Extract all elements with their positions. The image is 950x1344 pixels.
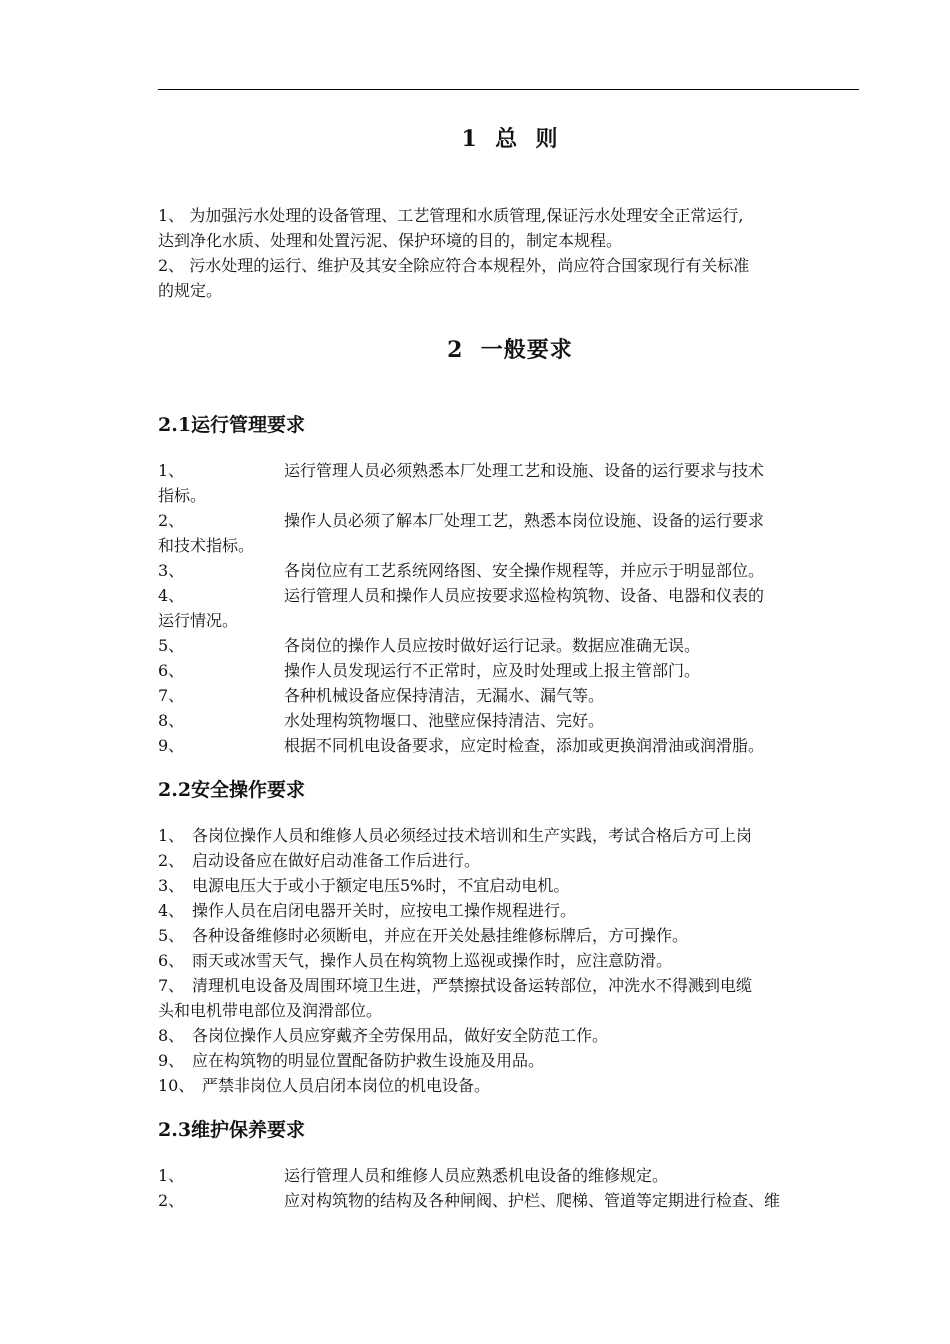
item-number: 10、 xyxy=(158,1076,195,1095)
s21-item-4 xyxy=(158,583,764,608)
s21-item-7 xyxy=(158,683,604,708)
s21-item-8 xyxy=(158,708,604,733)
s21-item-1 xyxy=(158,458,764,483)
item-text: 操作人员发现运行不正常时，应及时处理或上报主管部门。 xyxy=(284,661,701,680)
item-text: 应对构筑物的结构及各种闸阀、护栏、爬梯、管道等定期进行检查、维 xyxy=(284,1191,781,1210)
s22-item-8 xyxy=(158,1023,608,1048)
s22-item-4 xyxy=(158,898,576,923)
item-text: 各岗位的操作人员应按时做好运行记录。数据应准确无误。 xyxy=(284,636,701,655)
chapter-2-title: 2 一般要求 xyxy=(447,337,573,363)
item-text: 清理机电设备及周围环境卫生进，严禁擦拭设备运转部位，冲洗水不得溅到电缆 xyxy=(192,976,753,995)
item-text: 操作人员在启闭电器开关时，应按电工操作规程进行。 xyxy=(192,901,577,920)
s21-item-5 xyxy=(158,633,700,658)
s23-item-2 xyxy=(158,1188,780,1213)
s21-item-3 xyxy=(158,558,764,583)
s23-item-1 xyxy=(158,1163,668,1188)
ch1-item-2-line-1: 2、 污水处理的运行、维护及其安全除应符合本规程外，尚应符合国家现行有关标准 xyxy=(158,256,750,275)
item-text: 各岗位操作人员应穿戴齐全劳保用品，做好安全防范工作。 xyxy=(192,1026,609,1045)
ch1-item-1-line-1: 1、 为加强污水处理的设备管理、工艺管理和水质管理,保证污水处理安全正常运行, xyxy=(158,206,744,225)
item-text: 应在构筑物的明显位置配备防护救生设施及用品。 xyxy=(192,1051,545,1070)
item-text: 运行管理人员必须熟悉本厂处理工艺和设施、设备的运行要求与技术 xyxy=(284,461,765,480)
item-number: 3、 xyxy=(158,561,185,580)
item-number: 1、 xyxy=(158,826,185,845)
s22-item-6 xyxy=(158,948,672,973)
item-number: 6、 xyxy=(158,951,185,970)
item-number: 3、 xyxy=(158,876,185,895)
item-text: 雨天或冰雪天气，操作人员在构筑物上巡视或操作时，应注意防滑。 xyxy=(192,951,673,970)
item-text: 严禁非岗位人员启闭本岗位的机电设备。 xyxy=(202,1076,491,1095)
section-2-1-heading: 2.1运行管理要求 xyxy=(158,414,306,436)
item-number: 7、 xyxy=(158,686,185,705)
item-number: 5、 xyxy=(158,636,185,655)
item-number: 1、 xyxy=(158,1166,185,1185)
section-2-2-heading: 2.2安全操作要求 xyxy=(158,779,306,801)
item-text: 运行管理人员和操作人员应按要求巡检构筑物、设备、电器和仪表的 xyxy=(284,586,765,605)
s22-item-3 xyxy=(158,873,569,898)
item-number: 8、 xyxy=(158,711,185,730)
item-number: 1、 xyxy=(158,461,185,480)
s21-item-6 xyxy=(158,658,700,683)
item-text: 根据不同机电设备要求，应定时检查，添加或更换润滑油或润滑脂。 xyxy=(284,736,765,755)
s21-item-1-cont: 指标。 xyxy=(158,486,207,505)
s22-item-5 xyxy=(158,923,688,948)
s22-item-7 xyxy=(158,973,752,998)
s21-item-9 xyxy=(158,733,764,758)
s22-item-1 xyxy=(158,823,752,848)
item-number: 2、 xyxy=(158,511,185,530)
s22-item-2 xyxy=(158,848,480,873)
item-text: 各岗位操作人员和维修人员必须经过技术培训和生产实践，考试合格后方可上岗 xyxy=(192,826,753,845)
item-text: 电源电压大于或小于额定电压5%时，不宜启动电机。 xyxy=(192,876,570,895)
item-text: 各岗位应有工艺系统网络图、安全操作规程等，并应示于明显部位。 xyxy=(284,561,765,580)
item-number: 5、 xyxy=(158,926,185,945)
ch1-item-2-line-2: 的规定。 xyxy=(158,281,223,300)
item-number: 9、 xyxy=(158,1051,185,1070)
item-number: 4、 xyxy=(158,901,185,920)
item-number: 8、 xyxy=(158,1026,185,1045)
item-number: 2、 xyxy=(158,851,185,870)
s22-item-9 xyxy=(158,1048,544,1073)
s22-item-10 xyxy=(158,1073,490,1098)
item-text: 运行管理人员和维修人员应熟悉机电设备的维修规定。 xyxy=(284,1166,669,1185)
item-text: 各种机械设备应保持清洁，无漏水、漏气等。 xyxy=(284,686,605,705)
item-text: 水处理构筑物堰口、池壁应保持清洁、完好。 xyxy=(284,711,605,730)
item-number: 6、 xyxy=(158,661,185,680)
item-number: 4、 xyxy=(158,586,185,605)
s21-item-2 xyxy=(158,508,764,533)
s22-item-7-cont: 头和电机带电部位及润滑部位。 xyxy=(158,1001,383,1020)
header-rule xyxy=(158,89,859,90)
s21-item-2-cont: 和技术指标。 xyxy=(158,536,255,555)
chapter-1-title: 1 总 则 xyxy=(461,126,559,152)
item-number: 2、 xyxy=(158,1191,185,1210)
s21-item-4-cont: 运行情况。 xyxy=(158,611,239,630)
item-text: 操作人员必须了解本厂处理工艺，熟悉本岗位设施、设备的运行要求 xyxy=(284,511,765,530)
item-text: 各种设备维修时必须断电，并应在开关处悬挂维修标牌后，方可操作。 xyxy=(192,926,689,945)
item-number: 7、 xyxy=(158,976,185,995)
ch1-item-1-line-2: 达到净化水质、处理和处置污泥、保护环境的目的，制定本规程。 xyxy=(158,231,623,250)
item-text: 启动设备应在做好启动准备工作后进行。 xyxy=(192,851,481,870)
section-2-3-heading: 2.3维护保养要求 xyxy=(158,1119,306,1141)
item-number: 9、 xyxy=(158,736,185,755)
